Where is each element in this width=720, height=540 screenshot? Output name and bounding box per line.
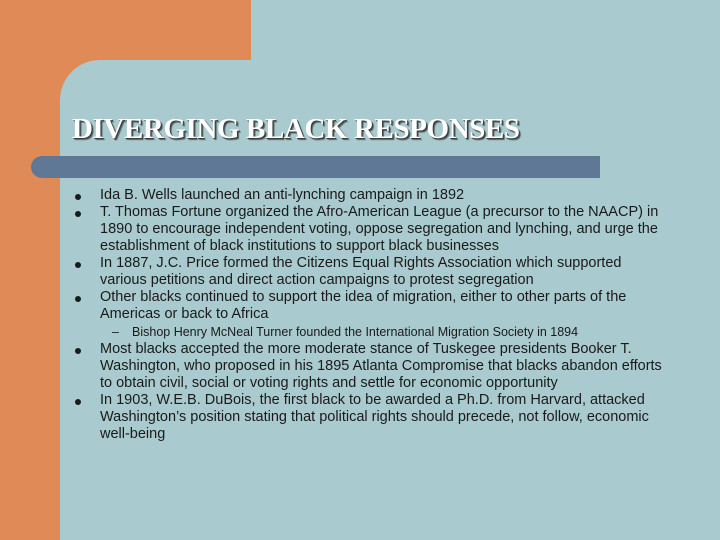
title-underline-bar — [31, 156, 600, 178]
bullet-dot-icon — [75, 296, 81, 302]
bullet-dot-icon — [75, 262, 81, 268]
slide-title: DIVERGING BLACK RESPONSES — [72, 113, 520, 145]
bullet-dot-icon — [75, 348, 81, 354]
list-item — [0, 255, 670, 289]
bullet-text: Most blacks accepted the more moderate stance of Tuskegee presidents Booker T. Washington, who proposed in his 1895 Atlanta Compromise that blacks abandon efforts to obtain civil, social or voting rights and settle for economic opportunity — [100, 341, 662, 391]
bullet-text: Ida B. Wells launched an anti-lynching campaign in 1892 — [100, 187, 465, 203]
sub-list-item — [0, 324, 692, 340]
list-item — [0, 341, 670, 392]
list-item — [0, 187, 670, 204]
sub-bullet-text: Bishop Henry McNeal Turner founded the International Migration Society in 1894 — [132, 325, 579, 339]
list-item — [0, 289, 670, 323]
bullet-text: T. Thomas Fortune organized the Afro-American League (a precursor to the NAACP) in 1890 to encourage independent voting, oppose segregation and lynching, and urge the establishment of black institutions to support black businesses — [100, 204, 659, 254]
bullet-text: Other blacks continued to support the idea of migration, either to other parts of the Americas or back to Africa — [100, 289, 627, 322]
bullet-text: In 1903, W.E.B. DuBois, the first black to be awarded a Ph.D. from Harvard, attacked Washington’s position stating that political rights should precede, not follow, economic well-being — [100, 392, 649, 442]
bullet-dot-icon — [75, 194, 81, 200]
dash-icon: – — [112, 325, 119, 339]
bullet-list — [0, 187, 720, 443]
list-item — [0, 392, 670, 443]
list-item — [0, 204, 670, 255]
bullet-dot-icon — [75, 399, 81, 405]
bullet-text: In 1887, J.C. Price formed the Citizens Equal Rights Association which supported various petitions and direct action campaigns to protest segregation — [100, 255, 622, 288]
bullet-dot-icon — [75, 211, 81, 217]
